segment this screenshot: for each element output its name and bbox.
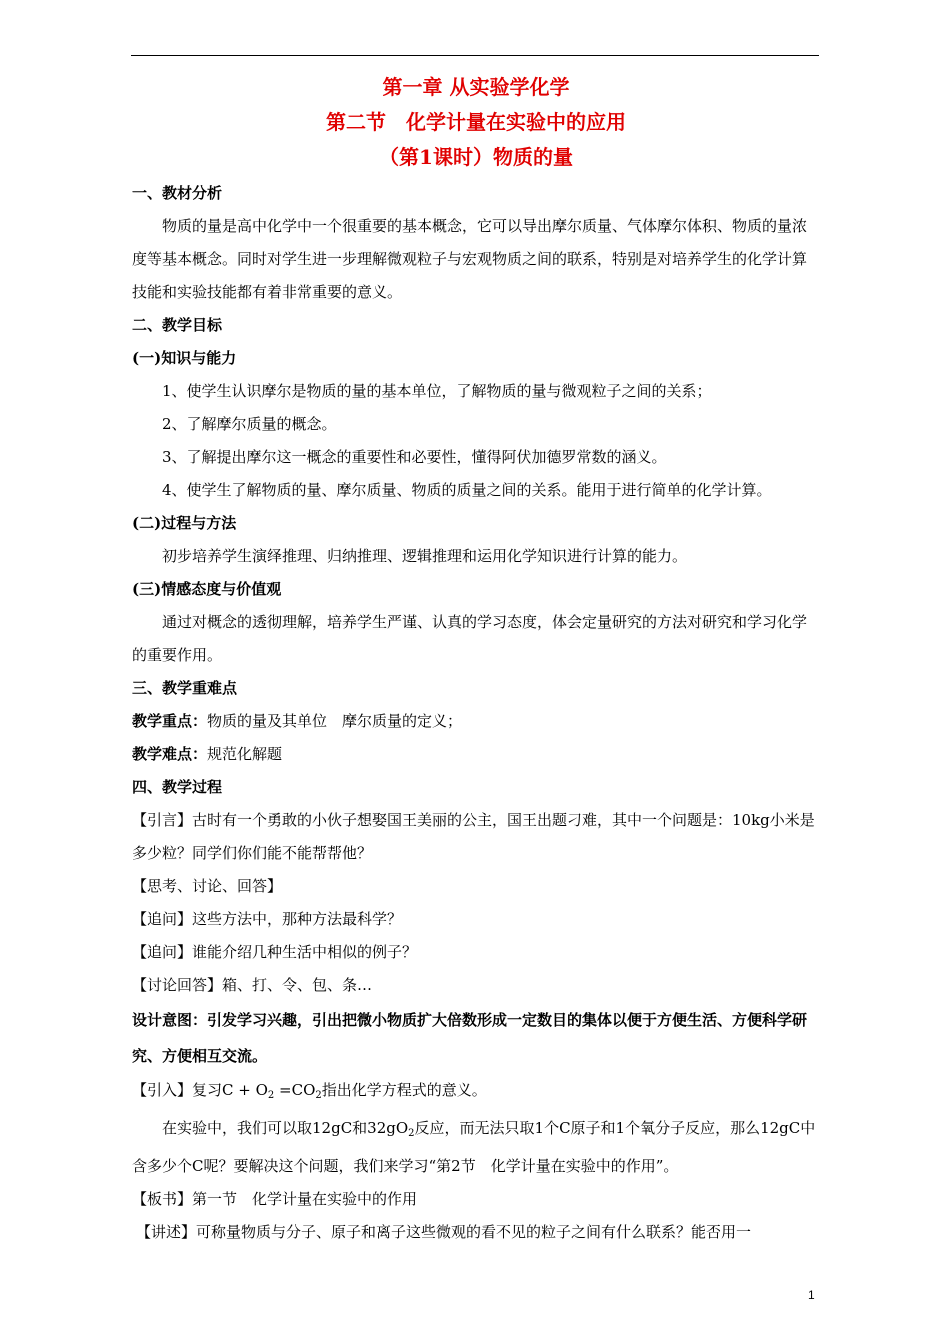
- follow-up-line: 【追问】这些方法中，那种方法最科学？: [132, 910, 403, 928]
- experiment-text: 在实验中，我们可以取12gC和32gO: [162, 1119, 409, 1137]
- chapter-title: 第一章 从实验学化学: [382, 75, 570, 99]
- think-discuss-line: 【思考、讨论、回答】: [132, 877, 283, 895]
- experiment-text: 反应，而无法只取1个C原子和1个氧分子反应，那么12gC中含多少个C呢？要解决这个问题，我们来学习“第2节 化学计量在实验中的作用”。: [132, 1119, 816, 1175]
- lead-in-line: [132, 1074, 820, 1112]
- subheading-knowledge: (一)知识与能力: [132, 349, 237, 367]
- objective-item: 4、使学生了解物质的量、摩尔质量、物质的质量之间的关系。能用于进行简单的化学计算。: [162, 481, 772, 499]
- subheading-process: (二)过程与方法: [132, 514, 237, 532]
- key-point-line: [132, 705, 820, 738]
- board-line: 【板书】第一节 化学计量在实验中的作用: [132, 1190, 418, 1208]
- difficulty-label: 教学难点：: [132, 745, 208, 763]
- intro-paragraph: 【引言】古时有一个勇敢的小伙子想娶国王美丽的公主，国王出题刁难，其中一个问题是：10kg小米是多少粒？同学们你们能不能帮帮他？: [132, 811, 815, 862]
- heading-key-points: 三、教学重难点: [132, 679, 238, 697]
- objective-item: 1、使学生认识摩尔是物质的量的基本单位，了解物质的量与微观粒子之间的关系；: [162, 382, 712, 400]
- difficulty-text: 规范化解题: [207, 745, 283, 763]
- subscript: 2: [315, 1090, 322, 1101]
- process-paragraph: 初步培养学生演绎推理、归纳推理、逻辑推理和运用化学知识进行计算的能力。: [162, 547, 688, 565]
- document-page: [132, 70, 820, 1249]
- heading-objectives: 二、教学目标: [132, 316, 223, 334]
- follow-up-line: 【追问】谁能介绍几种生活中相似的例子？: [132, 943, 418, 961]
- lead-in-text: 【引入】复习C + O: [132, 1081, 268, 1099]
- section-title: 第二节 化学计量在实验中的应用: [326, 110, 626, 134]
- header-rule: [131, 55, 819, 56]
- subscript: 2: [408, 1128, 415, 1139]
- page-number: 1: [808, 1288, 815, 1302]
- experiment-paragraph: [132, 1112, 820, 1183]
- attitude-paragraph: 通过对概念的透彻理解，培养学生严谨、认真的学习态度，体会定量研究的方法对研究和学习化学的重要作用。: [132, 613, 808, 664]
- difficulty-line: [132, 738, 820, 771]
- key-point-text: 物质的量及其单位 摩尔质量的定义；: [207, 712, 463, 730]
- discussion-answer-line: 【讨论回答】箱、打、令、包、条…: [132, 976, 373, 994]
- objective-item: 3、了解提出摩尔这一概念的重要性和必要性，懂得阿伏加德罗常数的涵义。: [162, 448, 667, 466]
- heading-process: 四、教学过程: [132, 778, 223, 796]
- lesson-title: （第1课时）物质的量: [379, 145, 573, 169]
- subheading-attitude: (三)情感态度与价值观: [132, 580, 282, 598]
- subscript: 2: [267, 1090, 275, 1101]
- narration-line: 【讲述】可称量物质与分子、原子和离子这些微观的看不见的粒子之间有什么联系？能否用一: [136, 1223, 752, 1241]
- lead-in-text: =CO: [274, 1081, 316, 1099]
- objective-item: 2、了解摩尔质量的概念。: [162, 415, 337, 433]
- design-intent: 设计意图：引发学习兴趣，引出把微小物质扩大倍数形成一定数目的集体以便于方便生活、方便科学研究、方便相互交流。: [132, 1011, 808, 1065]
- lead-in-text: 指出化学方程式的意义。: [321, 1081, 487, 1099]
- heading-analysis: 一、教材分析: [132, 184, 223, 202]
- analysis-paragraph: 物质的量是高中化学中一个很重要的基本概念，它可以导出摩尔质量、气体摩尔体积、物质的量浓度等基本概念。同时对学生进一步理解微观粒子与宏观物质之间的联系，特别是对培养学生的化学计算技能和实验技能都有着非常重要的意义。: [132, 217, 808, 301]
- key-point-label: 教学重点：: [132, 712, 208, 730]
